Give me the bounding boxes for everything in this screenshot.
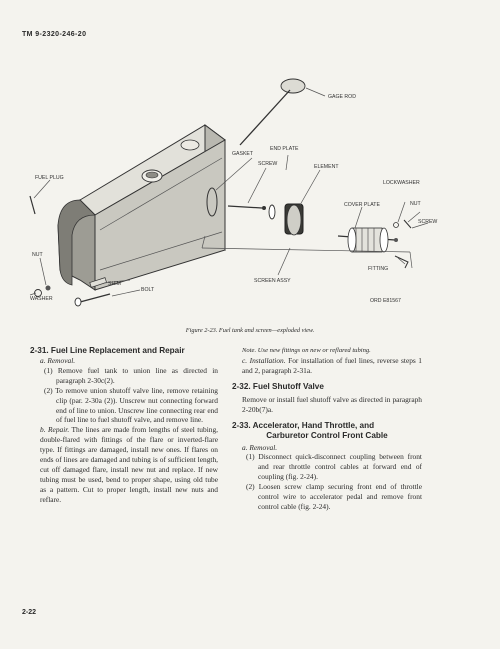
label-element: ELEMENT xyxy=(314,164,339,170)
page-number: 2-22 xyxy=(22,609,37,616)
label-ord-number: ORD E81567 xyxy=(370,298,401,304)
installation-paragraph xyxy=(232,356,422,376)
document-number: TM 9-2320-246-20 xyxy=(22,31,87,38)
section-2-33-title-line2: Carburetor Control Front Cable xyxy=(266,430,388,440)
right-column xyxy=(232,346,422,512)
fuel-tank-drawing xyxy=(58,125,225,290)
installation-heading: c. Installation. xyxy=(242,355,286,365)
figure-caption: Figure 2-23. Fuel tank and screen—exploded view. xyxy=(185,327,315,334)
repair-text: The lines are made from lengths of steel tubing, double-flared with fittings of the flare or inverted-flare type. If fittings are damaged, install new ones. If flares on ends of lines are damaged and tubing is of sufficient length, cut off damaged flare, install new nut and replace. If new tubing must be used, bend to proper shape, using old tube as a pattern. Cut to proper length, install new nuts and reflare. xyxy=(40,425,218,504)
label-end-plate: END PLATE xyxy=(270,146,299,152)
label-nut-right: NUT xyxy=(410,201,421,207)
repair-paragraph xyxy=(30,425,218,504)
section-2-32-text: Remove or install fuel shutoff valve as directed in paragraph 2-20b(7)a. xyxy=(242,394,422,414)
removal-step-1: (1) Remove fuel tank to union line as directed in paragraph 2-30c(2). xyxy=(44,365,218,385)
removal-heading-2-33: a. Removal. xyxy=(242,442,278,452)
removal-2-33-step-1: (1) Disconnect quick-disconnect coupling between front and rear throttle control cables at forward end of coupling (fig. 2-24). xyxy=(246,452,422,482)
section-2-31-title: 2-31. Fuel Line Replacement and Repair xyxy=(30,346,185,355)
gage-rod-drawing xyxy=(240,79,325,145)
label-shim: SHIM xyxy=(108,281,121,287)
label-nut-left: NUT xyxy=(32,252,43,258)
label-washer: WASHER xyxy=(30,296,53,302)
fuel-tank-exploded-figure xyxy=(0,40,500,325)
repair-heading: b. Repair. xyxy=(40,425,70,435)
label-cover-plate: COVER PLATE xyxy=(344,202,380,208)
label-screw-top: SCREW xyxy=(258,161,278,167)
installation-text: For installation of fuel lines, reverse steps 1 and 2, paragraph 2-31a. xyxy=(242,355,422,375)
removal-heading: a. Removal. xyxy=(40,356,76,365)
label-screen-assy: SCREEN ASSY xyxy=(254,278,291,284)
label-fitting: FITTING xyxy=(368,266,389,272)
note-new-fittings: Note. Use new fittings on new or reflared tubing. xyxy=(242,347,371,354)
label-gasket: GASKET xyxy=(232,151,254,157)
label-screw-right: SCREW xyxy=(418,219,438,225)
removal-step-2: (2) To remove union shutoff valve line, remove retaining clip (par. 2-30a (2)). Unscrew nut connecting forward end of line to union. Unscrew line connecting rear end of fuel line to fuel shutoff valve, and remove line. xyxy=(44,385,218,425)
label-lockwasher: LOCKWASHER xyxy=(383,180,420,186)
label-fuel-plug: FUEL PLUG xyxy=(35,175,64,181)
label-gage-rod: GAGE ROD xyxy=(328,94,356,100)
screen-assembly-drawing xyxy=(207,188,411,268)
section-2-33-title-line1: 2-33. Accelerator, Hand Throttle, and xyxy=(232,420,375,430)
label-bolt: BOLT xyxy=(141,287,155,293)
section-2-32-title: 2-32. Fuel Shutoff Valve xyxy=(232,381,324,391)
removal-2-33-step-2: (2) Loosen screw clamp securing front end of throttle control wire to accelerator pedal and remove front control cable (fig. 2-24). xyxy=(246,482,422,511)
left-column xyxy=(30,346,218,505)
